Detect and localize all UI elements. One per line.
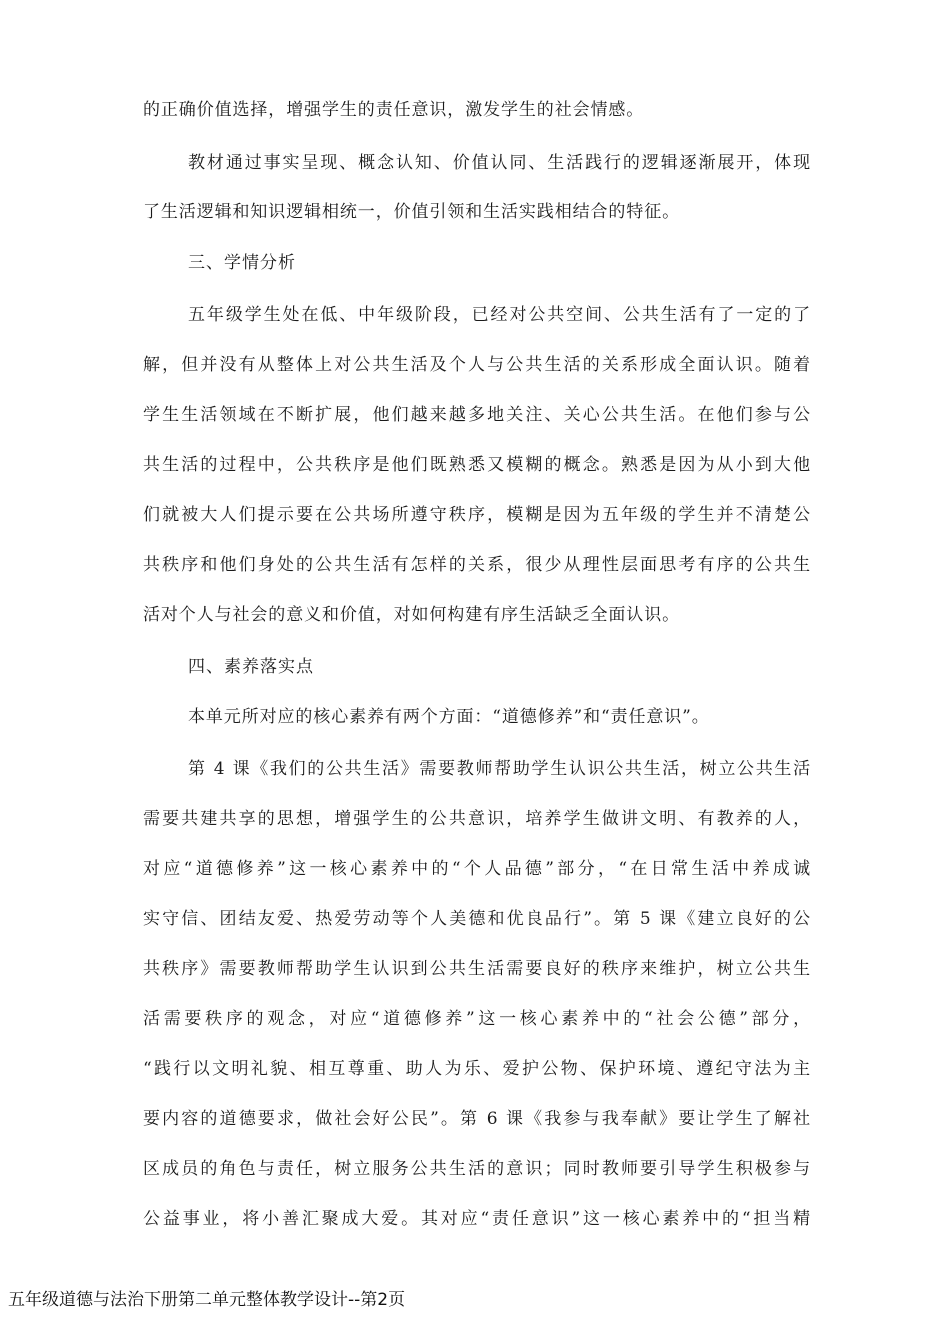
page-footer: 五年级道德与法治下册第二单元整体教学设计--第2页: [8, 1290, 406, 1310]
paragraph-line: 第 4 课《我们的公共生活》需要教师帮助学生认识公共生活，树立公共生活: [188, 759, 811, 779]
paragraph-line: 学生生活领域在不断扩展，他们越来越多地关注、关心公共生活。在他们参与公: [143, 405, 811, 425]
paragraph-line: 需要共建共享的思想，增强学生的公共意识，培养学生做讲文明、有教养的人，: [143, 809, 811, 829]
paragraph-line: 共秩序》需要教师帮助学生认识到公共生活需要良好的秩序来维护，树立公共生: [143, 959, 811, 979]
paragraph-line: 们就被大人们提示要在公共场所遵守秩序，模糊是因为五年级的学生并不清楚公: [143, 505, 811, 525]
paragraph-line: 解，但并没有从整体上对公共生活及个人与公共生活的关系形成全面认识。随着: [143, 355, 811, 375]
paragraph-line: 实守信、团结友爱、热爱劳动等个人美德和优良品行”。第 5 课《建立良好的公: [143, 909, 811, 929]
paragraph-line: “践行以文明礼貌、相互尊重、助人为乐、爱护公物、保护环境、遵纪守法为主: [143, 1059, 811, 1079]
paragraph-line: 活需要秩序的观念，对应“道德修养”这一核心素养中的“社会公德”部分，: [143, 1009, 811, 1029]
paragraph-line: 教材通过事实呈现、概念认知、价值认同、生活践行的逻辑逐渐展开，体现: [188, 153, 811, 173]
paragraph-line: 对应“道德修养”这一核心素养中的“个人品德”部分，“在日常生活中养成诚: [143, 859, 811, 879]
paragraph-line: 五年级学生处在低、中年级阶段，已经对公共空间、公共生活有了一定的了: [188, 305, 811, 325]
paragraph-line: 活对个人与社会的意义和价值，对如何构建有序生活缺乏全面认识。: [143, 605, 680, 625]
paragraph-line: 的正确价值选择，增强学生的责任意识，激发学生的社会情感。: [143, 100, 645, 120]
section-heading-learner-analysis: 三、学情分析: [188, 253, 296, 273]
paragraph-line: 公益事业，将小善汇聚成大爱。其对应“责任意识”这一核心素养中的“担当精: [143, 1209, 811, 1229]
paragraph-line: 共秩序和他们身处的公共生活有怎样的关系，很少从理性层面思考有序的公共生: [143, 555, 811, 575]
paragraph-line: 区成员的角色与责任，树立服务公共生活的意识；同时教师要引导学生积极参与: [143, 1159, 811, 1179]
section-heading-competency-points: 四、素养落实点: [188, 657, 314, 677]
paragraph-line: 了生活逻辑和知识逻辑相统一，价值引领和生活实践相结合的特征。: [143, 202, 680, 222]
paragraph-line: 本单元所对应的核心素养有两个方面：“道德修养”和“责任意识”。: [188, 707, 710, 727]
paragraph-line: 共生活的过程中，公共秩序是他们既熟悉又模糊的概念。熟悉是因为从小到大他: [143, 455, 811, 475]
paragraph-line: 要内容的道德要求，做社会好公民”。第 6 课《我参与我奉献》要让学生了解社: [143, 1109, 811, 1129]
